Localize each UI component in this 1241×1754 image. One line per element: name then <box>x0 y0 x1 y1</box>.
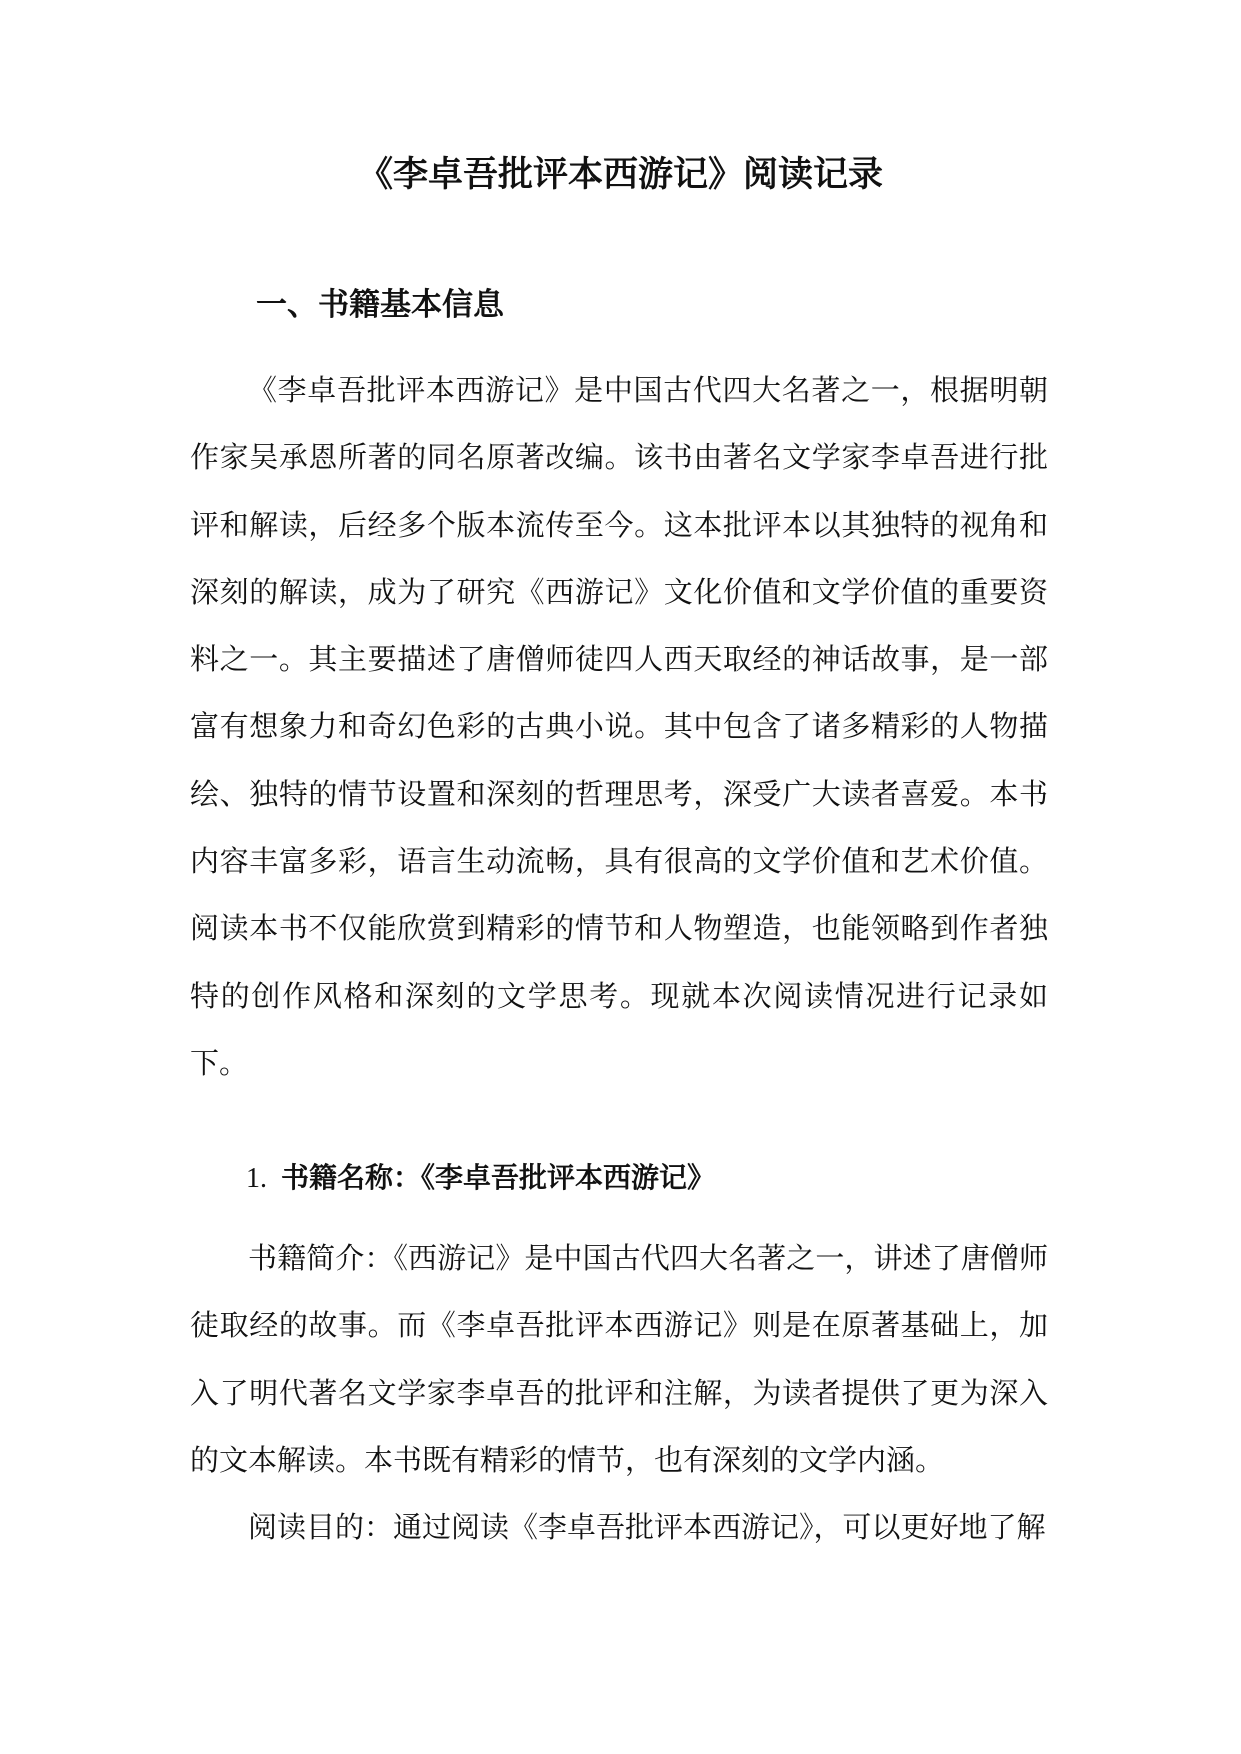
document-title: 《李卓吾批评本西游记》阅读记录 <box>357 155 883 195</box>
paragraph-book-intro: 书籍简介：《西游记》是中国古代四大名著之一，讲述了唐僧师徒取经的故事。而《李卓吾批评本西游记》则是在原著基础上，加入了明代著名文学家李卓吾的批评和注解，为读者提供了更为深入的文本解读。本书既有精彩的情节，也有深刻的文学内涵。 <box>190 1241 1048 1477</box>
item-number: 1. <box>246 1163 267 1194</box>
paragraph-book-overview: 《李卓吾批评本西游记》是中国古代四大名著之一，根据明朝作家吴承恩所著的同名原著改编。该书由著名文学家李卓吾进行批评和解读，后经多个版本流传至今。这本批评本以其独特的视角和深刻的解读，成为了研究《西游记》文化价值和文学价值的重要资料之一。其主要描述了唐僧师徒四人西天取经的神话故事，是一部富有想象力和奇幻色彩的古典小说。其中包含了诸多精彩的人物描绘、独特的情节设置和深刻的哲理思考，深受广大读者喜爱。本书内容丰富多彩，语言生动流畅，具有很高的文学价值和艺术价值。阅读本书不仅能欣赏到精彩的情节和人物塑造，也能领略到作者独特的创作风格和深刻的文学思考。现就本次阅读情况进行记录如下。 <box>190 373 1048 1080</box>
paragraph-reading-purpose: 阅读目的：通过阅读《李卓吾批评本西游记》，可以更好地了解 <box>248 1510 1046 1544</box>
item-heading-text: 书籍名称：《李卓吾批评本西游记》 <box>281 1161 716 1194</box>
item-heading-book-name <box>246 1158 715 1199</box>
section-heading-basic-info: 一、书籍基本信息 <box>256 287 504 323</box>
